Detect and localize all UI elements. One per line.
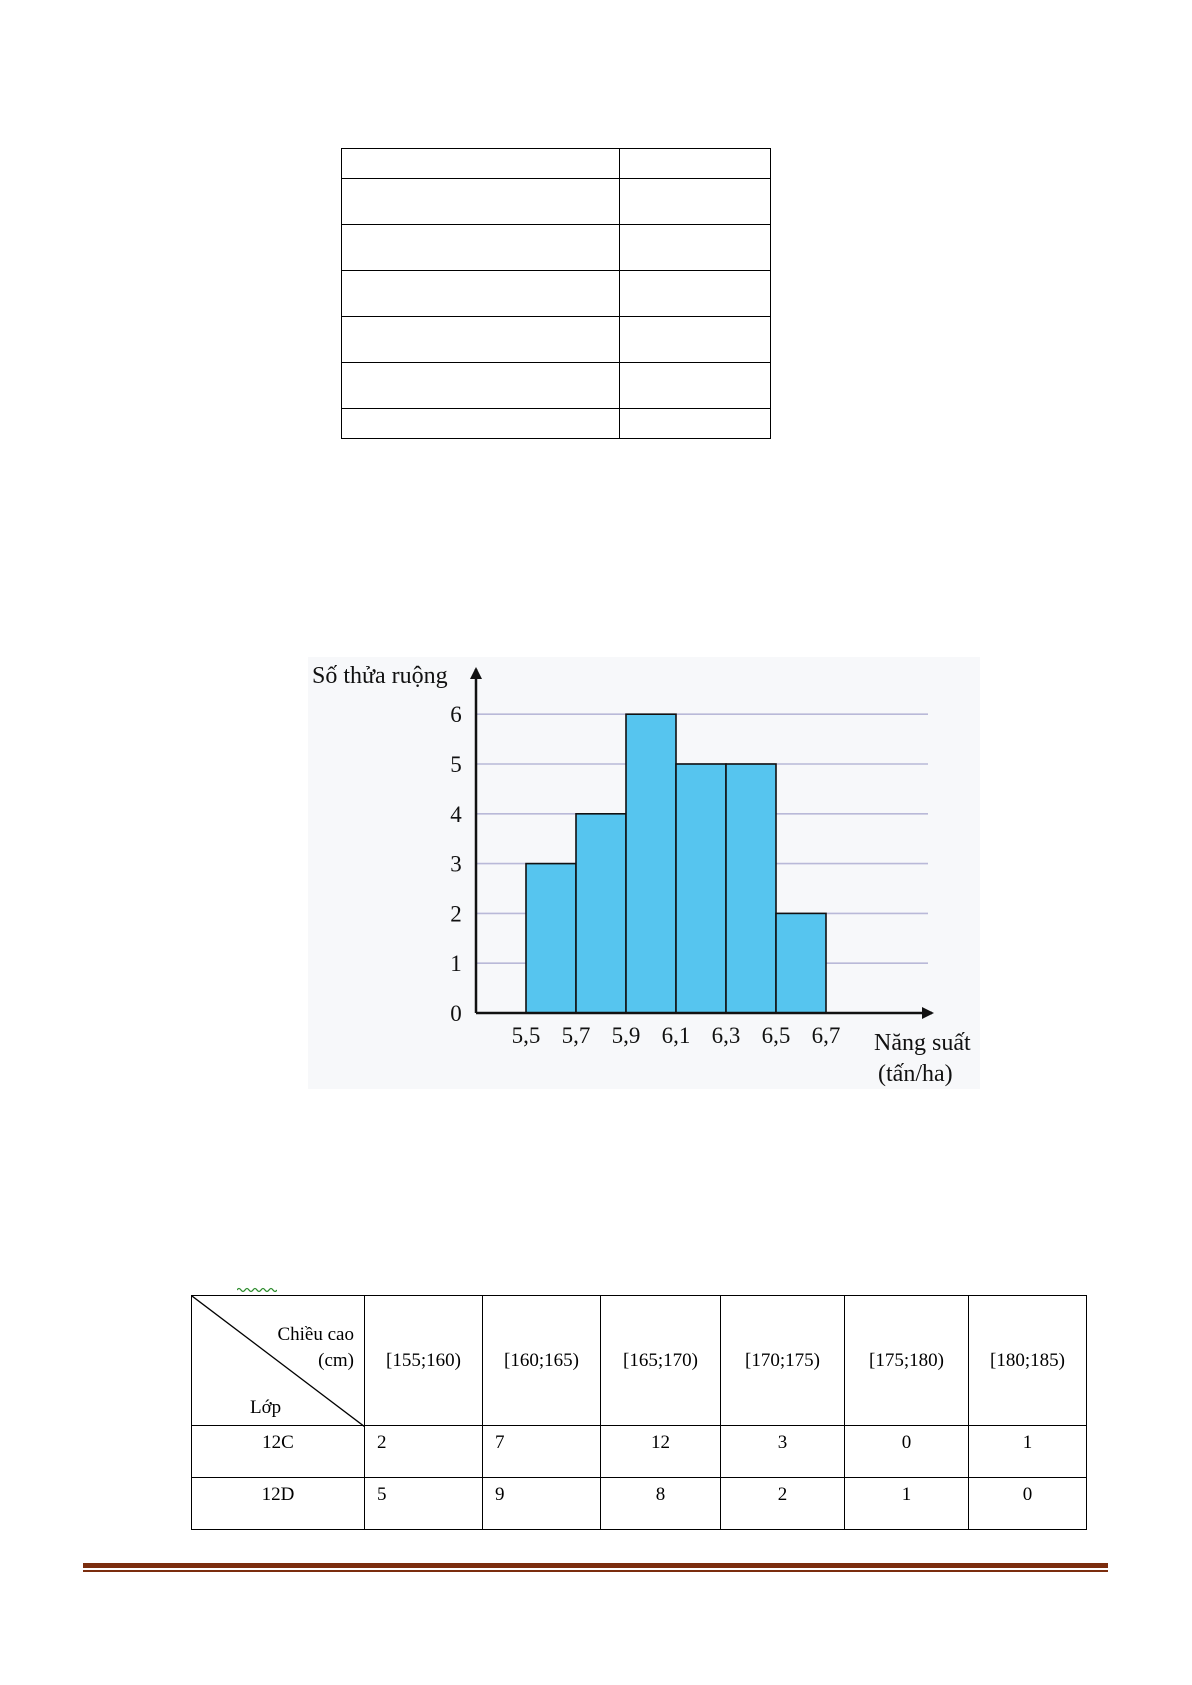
table-row — [342, 317, 771, 363]
y-tick-label: 2 — [450, 901, 462, 927]
table-cell: 2 — [721, 1478, 845, 1530]
table-row — [342, 271, 771, 317]
header-class-label: Lớp — [250, 1397, 282, 1418]
table-cell: 1 — [969, 1426, 1087, 1478]
table-row — [342, 363, 771, 409]
table-row — [342, 409, 771, 439]
row-label: 12D — [192, 1478, 365, 1530]
column-header: [165;170) — [601, 1296, 721, 1426]
column-header: [160;165) — [483, 1296, 601, 1426]
table-row — [192, 1478, 1087, 1530]
diagonal-header-top — [277, 1322, 354, 1374]
x-axis-unit: (tấn/ha) — [878, 1061, 953, 1087]
table-cell: 9 — [483, 1478, 601, 1530]
histogram-bar — [626, 714, 676, 1013]
histogram-bar — [576, 814, 626, 1013]
histogram-bar — [776, 913, 826, 1013]
x-tick-label: 5,5 — [511, 1023, 541, 1048]
x-tick-label: 6,3 — [711, 1023, 741, 1048]
diagonal-header-cell — [192, 1296, 365, 1426]
footer-rule-thin — [83, 1570, 1108, 1572]
table-cell: 5 — [365, 1478, 483, 1530]
x-tick-labels — [512, 1023, 841, 1048]
table-row — [342, 179, 771, 225]
empty-table — [341, 148, 771, 439]
footer-rule — [83, 1563, 1108, 1572]
histogram-bar — [526, 864, 576, 1013]
table-row — [342, 149, 771, 179]
y-tick-label: 5 — [450, 752, 462, 777]
x-tick-label: 5,9 — [611, 1023, 641, 1048]
column-header: [155;160) — [365, 1296, 483, 1426]
table-cell: 0 — [845, 1426, 969, 1478]
table-cell: 12 — [601, 1426, 721, 1478]
y-tick-label: 4 — [450, 801, 462, 827]
table-cell: 2 — [365, 1426, 483, 1478]
y-tick-labels — [450, 702, 462, 1026]
x-tick-label: 6,1 — [661, 1023, 691, 1048]
histogram-bar — [726, 764, 776, 1013]
y-tick-label: 0 — [450, 1001, 462, 1026]
footer-rule-thick — [83, 1563, 1108, 1568]
y-tick-label: 1 — [450, 951, 462, 977]
table-cell: 7 — [483, 1426, 601, 1478]
x-axis-label: Năng suất — [874, 1030, 971, 1056]
table-cell: 0 — [969, 1478, 1087, 1530]
table-header-row — [192, 1296, 1087, 1426]
header-height-label: Chiều cao — [277, 1324, 354, 1345]
y-tick-label: 3 — [450, 851, 462, 877]
column-header: [180;185) — [969, 1296, 1087, 1426]
chart-svg — [308, 657, 980, 1089]
y-axis-label: Số thửa ruộng — [312, 663, 448, 689]
header-height-unit: (cm) — [318, 1350, 354, 1371]
x-tick-label: 6,7 — [811, 1023, 841, 1048]
y-tick-label: 6 — [450, 702, 462, 728]
column-header: [170;175) — [721, 1296, 845, 1426]
row-label: 12C — [192, 1426, 365, 1478]
table-cell: 1 — [845, 1478, 969, 1530]
spellcheck-squiggle — [237, 1287, 277, 1293]
table-cell: 8 — [601, 1478, 721, 1530]
histogram-chart — [308, 657, 980, 1089]
histogram-bar — [676, 764, 726, 1013]
height-table — [191, 1295, 1087, 1530]
table-row — [342, 225, 771, 271]
column-header: [175;180) — [845, 1296, 969, 1426]
x-tick-label: 5,7 — [561, 1023, 591, 1048]
table-row — [192, 1426, 1087, 1478]
x-tick-label: 6,5 — [761, 1023, 791, 1048]
table-cell: 3 — [721, 1426, 845, 1478]
